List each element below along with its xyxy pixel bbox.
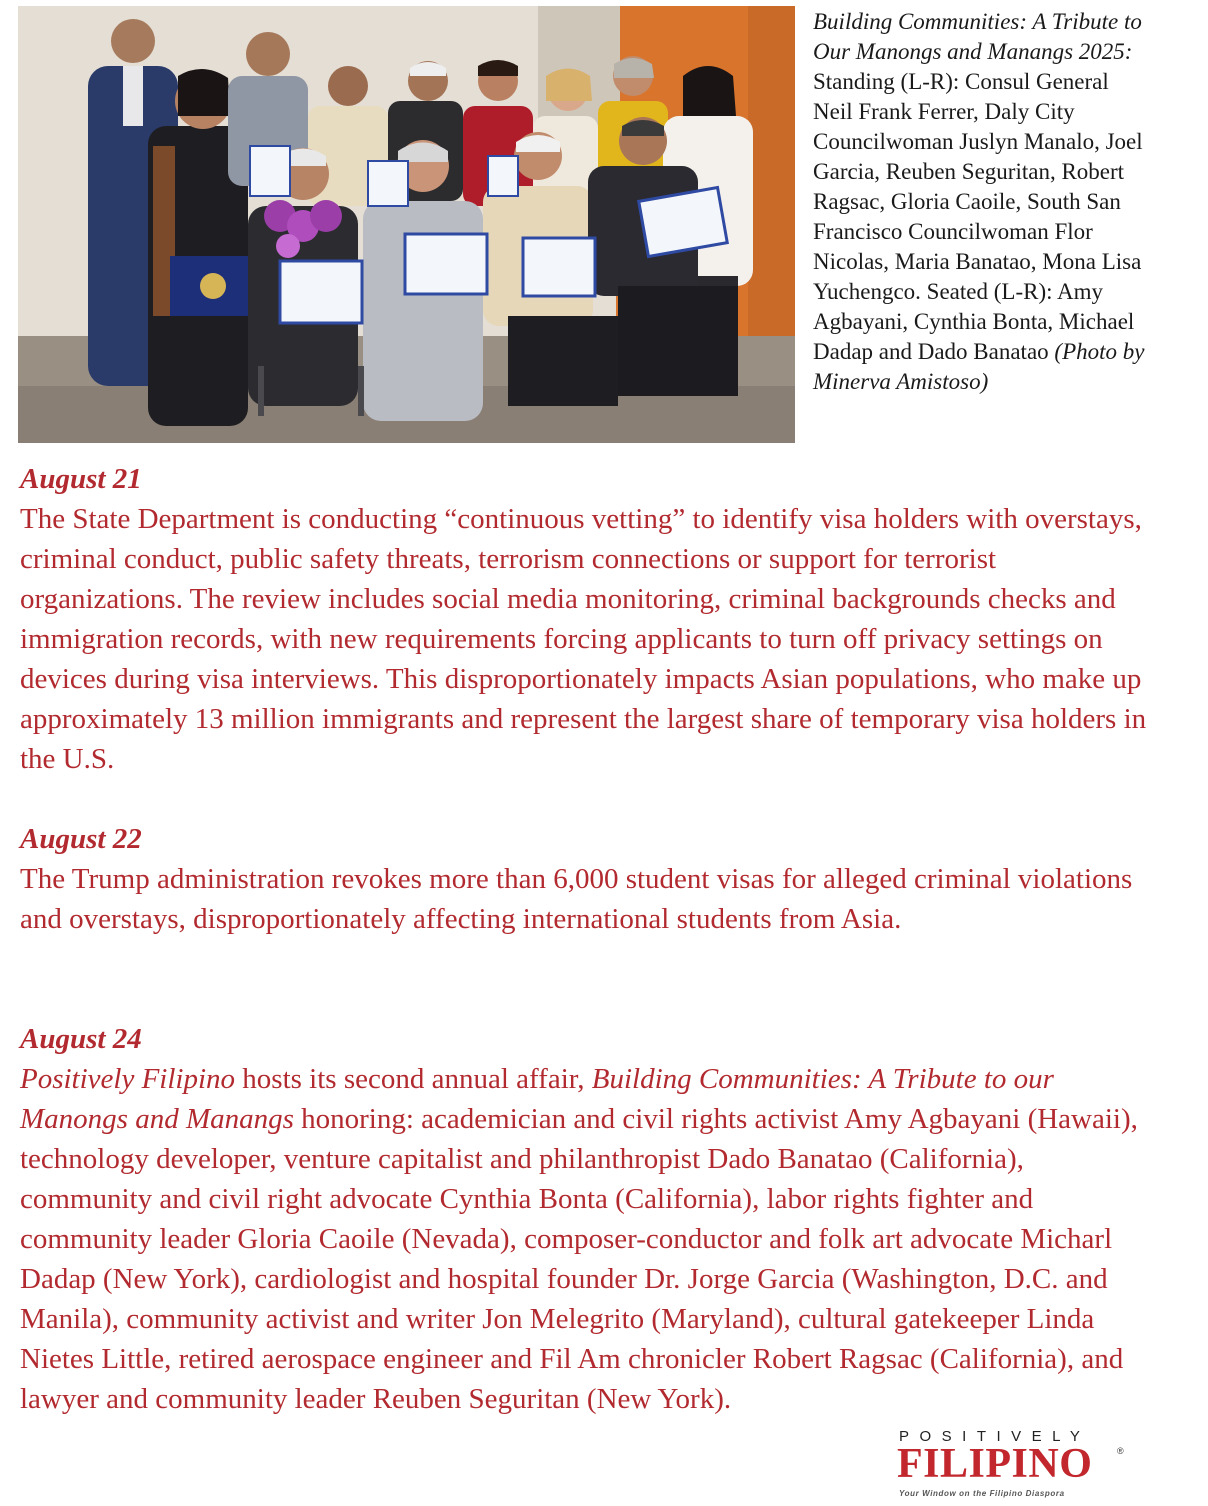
entry-date: August 21	[20, 463, 142, 495]
entry-body-text: hosts its second annual affair,	[235, 1063, 592, 1095]
logo-top-text: POSITIVELY	[899, 1428, 1091, 1445]
publication-name: Positively Filipino	[20, 1063, 236, 1095]
registered-mark: ®	[1117, 1446, 1124, 1456]
group-photo	[18, 6, 795, 443]
logo-main-text: FILIPINO	[897, 1441, 1093, 1487]
group-photo-illustration	[18, 6, 795, 443]
timeline-entry-aug-21	[20, 459, 1160, 779]
entry-body: The Trump administration revokes more than 6,000 student visas for alleged criminal violations and overstays, disproportionately affecting international students from Asia.	[20, 863, 1133, 935]
entry-date: August 24	[20, 1023, 142, 1055]
entry-body: The State Department is conducting “continuous vetting” to identify visa holders with overstays, criminal conduct, public safety threats, terrorism connections or support for terrorist organizations. The review includes social media monitoring, criminal backgrounds checks and immigration records, with new requirements forcing applicants to turn off privacy settings on devices during visa interviews. This disproportionately impacts Asian populations, who make up approximately 13 million immigrants and represent the largest share of temporary visa holders in the U.S.	[20, 503, 1147, 775]
photo-caption	[813, 7, 1153, 397]
timeline-entry-aug-24	[20, 1019, 1145, 1419]
entry-body	[20, 1059, 1145, 1419]
entry-body-text: honoring: academician and civil rights activist Amy Agbayani (Hawaii), technology developer, venture capitalist and philanthropist Dado Banatao (California), community and civil right advocate Cynthia Bonta (California), labor rights fighter and community leader Gloria Caoile (Nevada), composer-conductor and folk art advocate Micharl Dadap (New York), cardiologist and hospital founder Dr. Jorge Garcia (Washington, D.C. and Manila), community activist and writer Jon Melegrito (Maryland), cultural gatekeeper Linda Nietes Little, retired aerospace engineer and Fil Am chronicler Robert Ragsac (California), and lawyer and community leader Reuben Seguritan (New York).	[20, 1103, 1138, 1415]
timeline-entry-aug-22	[20, 819, 1160, 939]
caption-credit: (Photo by Minerva Amistoso)	[813, 339, 1145, 394]
event-title: Building Communities: A Tribute to our Manongs and Manangs	[20, 1063, 1054, 1135]
entry-date: August 22	[20, 823, 142, 855]
logo-tagline: Your Window on the Filipino Diaspora	[899, 1489, 1065, 1498]
caption-title: Building Communities: A Tribute to Our Manongs and Manangs 2025:	[813, 9, 1142, 64]
positively-filipino-logo	[893, 1428, 1133, 1502]
caption-text: Standing (L-R): Consul General Neil Frank Ferrer, Daly City Councilwoman Juslyn Manalo, Joel Garcia, Reuben Seguritan, Robert Ragsac, Gloria Caoile, South San Francisco Councilwoman Flor Nicolas, Maria Banatao, Mona Lisa Yuchengco. Seated (L-R): Amy Agbayani, Cynthia Bonta, Michael Dadap and Dado Banatao	[813, 69, 1143, 364]
